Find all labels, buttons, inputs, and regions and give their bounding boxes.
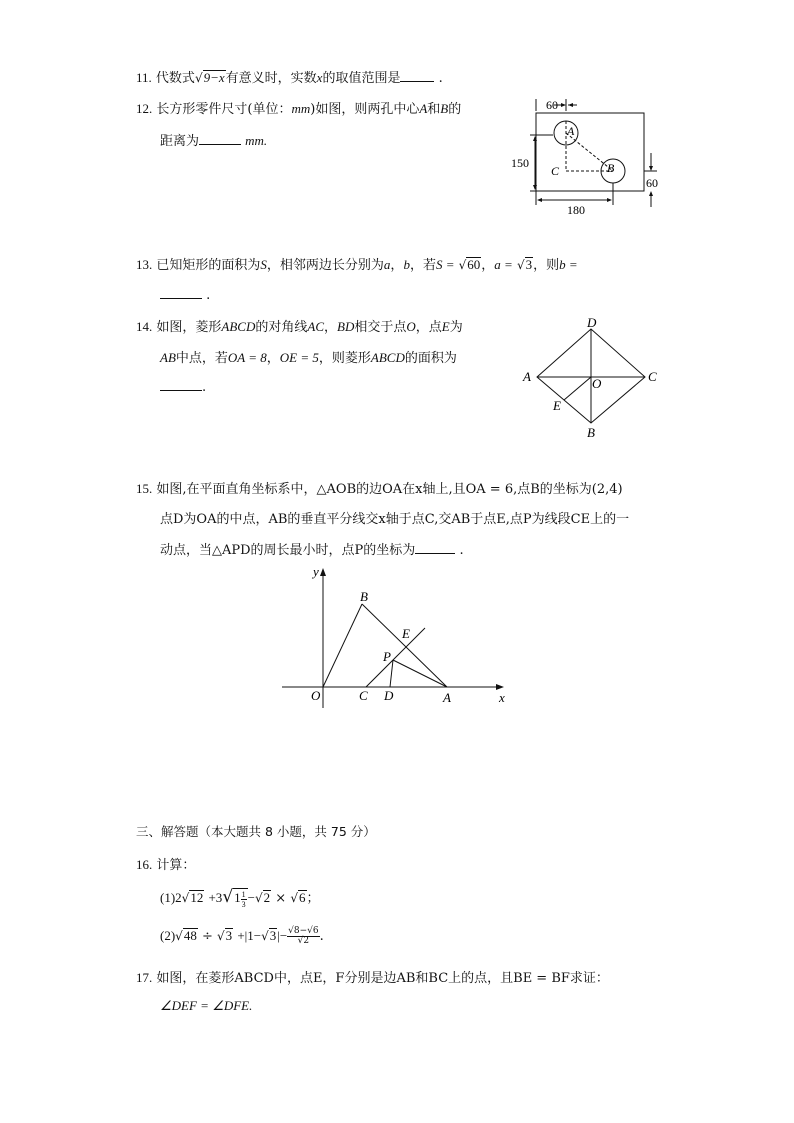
q11-end: . bbox=[438, 71, 443, 86]
q17-text: ∠DEF = ∠DFE. bbox=[160, 998, 253, 1013]
axis-y-label: y bbox=[313, 564, 319, 579]
q14-var: E bbox=[441, 319, 450, 334]
question-14-line2: AB中点，若OA = 8，OE = 5，则菱形ABCD的面积为 bbox=[160, 350, 457, 366]
q11-suffix2: 的取值范围是 bbox=[322, 71, 401, 86]
sqrt-sign: √ bbox=[290, 891, 298, 905]
label-e: E bbox=[402, 626, 410, 641]
question-15-line2 bbox=[160, 508, 629, 527]
fraction-denominator: 3 bbox=[241, 899, 246, 909]
label-a: A bbox=[523, 369, 531, 384]
q12-text: )如图，则两孔中心 bbox=[310, 102, 420, 117]
point-a-label: A bbox=[567, 124, 575, 138]
q14-text: 如图，菱形 bbox=[156, 320, 222, 335]
radicand: 12 bbox=[190, 890, 204, 905]
q12-text: 长方形零件尺寸(单位： bbox=[156, 102, 292, 117]
sqrt-sign: √ bbox=[222, 887, 234, 907]
sqrt-sign: √ bbox=[175, 929, 183, 943]
q13-text: 已知矩形的面积为 bbox=[156, 258, 261, 273]
q14-var: ABCD bbox=[221, 319, 256, 334]
question-17-line1 bbox=[136, 967, 609, 986]
radicand: 3 bbox=[225, 928, 233, 943]
dim-150: 150 bbox=[511, 156, 529, 170]
question-12-line1 bbox=[136, 98, 461, 117]
sqrt-sign: √ bbox=[458, 258, 467, 272]
q14-text: 的对角线 bbox=[255, 320, 308, 335]
axis-x-label: x bbox=[499, 690, 505, 705]
fraction-numerator: 1 bbox=[241, 889, 246, 899]
question-number: 12. bbox=[136, 101, 153, 116]
q13-var: b bbox=[403, 257, 410, 272]
sqrt-sign: √ bbox=[516, 258, 525, 272]
q13-eq: a = bbox=[494, 257, 513, 272]
operator: × bbox=[275, 891, 287, 906]
end-punct: . bbox=[319, 929, 324, 944]
q14-eq: OE = 5 bbox=[279, 350, 319, 365]
sqrt-sign: √ bbox=[181, 891, 190, 905]
sqrt-sign: √ bbox=[194, 71, 203, 85]
label-d: D bbox=[384, 688, 394, 703]
q12-unit: mm. bbox=[245, 133, 268, 148]
part-label: (2) bbox=[160, 928, 176, 943]
q17-text: 如图，在菱形ABCD中，点E，F分别是边AB和BC上的点，且BE = BF求证： bbox=[156, 971, 609, 986]
operator: − bbox=[247, 890, 255, 905]
label-c: C bbox=[648, 369, 657, 384]
q13-text: ，则 bbox=[533, 258, 560, 273]
question-number: 16. bbox=[136, 857, 153, 872]
answer-blank bbox=[400, 69, 434, 82]
question-number: 11. bbox=[136, 70, 152, 85]
q16-part-1 bbox=[160, 887, 320, 909]
q14-text: 中点，若 bbox=[175, 351, 228, 366]
q13-radicand: 3 bbox=[525, 257, 533, 272]
q13-eq: S = bbox=[435, 257, 455, 272]
q14-figure bbox=[515, 315, 670, 440]
radicand: 48 bbox=[183, 928, 197, 943]
q15-text: 如图,在平面直角坐标系中，△AOB的边OA在x轴上,且OA = 6,点B的坐标为(2,4) bbox=[156, 482, 623, 497]
question-number: 14. bbox=[136, 319, 153, 334]
q12-point-a: A bbox=[419, 101, 428, 116]
q11-prefix: 代数式 bbox=[155, 71, 195, 86]
q13-text: ，相邻两边长分别为 bbox=[266, 258, 384, 273]
label-e: E bbox=[553, 398, 561, 413]
q14-text: ，则菱形 bbox=[318, 351, 371, 366]
question-13-line2 bbox=[160, 286, 210, 303]
coef: +3 bbox=[208, 890, 223, 905]
question-17-line2 bbox=[160, 998, 252, 1014]
q13-eq: b = bbox=[559, 257, 578, 272]
question-15-line1 bbox=[136, 478, 623, 497]
label-d: D bbox=[587, 315, 597, 330]
label-p: P bbox=[383, 649, 391, 664]
q12-point-b: B bbox=[440, 101, 449, 116]
mixed-whole: 1 bbox=[234, 890, 241, 905]
q16-title: 计算： bbox=[156, 858, 196, 873]
mixed-fraction bbox=[241, 890, 247, 909]
q14-text: 的面积为 bbox=[404, 351, 457, 366]
q16-part-2 bbox=[160, 926, 324, 947]
dim-60-top: 60 bbox=[546, 98, 558, 112]
sqrt-sign: √ bbox=[261, 929, 269, 943]
question-number: 13. bbox=[136, 257, 153, 272]
sqrt-sign: √ bbox=[255, 891, 263, 905]
question-16-title bbox=[136, 854, 195, 873]
q13-var: a bbox=[383, 257, 391, 272]
label-b: B bbox=[587, 425, 595, 440]
q13-text: ， bbox=[481, 258, 495, 273]
section-title: 三、解答题（本大题共 8 小题，共 75 分） bbox=[136, 824, 376, 839]
question-14-line1: 14. 如图，菱形ABCD的对角线AC，BD相交于点O，点E为 bbox=[136, 319, 463, 335]
q14-text: 为 bbox=[449, 320, 463, 335]
abs-open: +|1− bbox=[237, 928, 262, 943]
question-13-line1 bbox=[136, 254, 578, 273]
q16-fraction bbox=[287, 927, 319, 946]
q11-suffix: 有意义时，实数 bbox=[225, 71, 317, 86]
question-15-line3 bbox=[160, 539, 464, 558]
label-o: O bbox=[311, 688, 321, 703]
radicand-mixed bbox=[233, 888, 248, 909]
q15-text: 点D为OA的中点，AB的垂直平分线交x轴于点C,交AB于点E,点P为线段CE上的一 bbox=[160, 512, 630, 527]
question-number: 17. bbox=[136, 970, 153, 985]
fraction-denominator: √2 bbox=[297, 936, 310, 946]
question-14-line3 bbox=[160, 378, 206, 395]
abs-close: |− bbox=[277, 928, 288, 943]
label-b: B bbox=[360, 589, 368, 604]
q14-var: AC bbox=[307, 319, 324, 334]
answer-blank bbox=[160, 378, 202, 391]
point-c-label: C bbox=[551, 164, 560, 178]
q13-var: S bbox=[260, 257, 267, 272]
q14-eq: OA = 8 bbox=[227, 350, 267, 365]
q14-var: BD bbox=[337, 319, 355, 334]
q13-text: ，若 bbox=[409, 258, 436, 273]
q12-text: 的 bbox=[448, 102, 462, 117]
radicand: 6 bbox=[299, 890, 306, 905]
q12-figure bbox=[505, 95, 670, 220]
q11-var: x bbox=[316, 70, 323, 85]
q12-text: 距离为 bbox=[160, 134, 200, 149]
q11-radicand: 9−x bbox=[203, 70, 225, 85]
label-c: C bbox=[359, 688, 368, 703]
q15-end: . bbox=[459, 543, 464, 558]
q13-radicand: 60 bbox=[467, 257, 481, 272]
q13-text: ， bbox=[390, 258, 404, 273]
q12-text: 和 bbox=[427, 102, 441, 117]
operator: ÷ bbox=[201, 929, 213, 944]
part-label: (1) bbox=[160, 890, 176, 905]
q14-end: . bbox=[202, 380, 207, 395]
q13-end: . bbox=[206, 288, 211, 303]
q14-var: ABCD bbox=[370, 350, 405, 365]
question-12-line2 bbox=[160, 130, 267, 149]
dim-180: 180 bbox=[567, 203, 585, 217]
label-o: O bbox=[592, 376, 602, 391]
label-a: A bbox=[443, 690, 451, 705]
point-b-label: B bbox=[607, 161, 615, 175]
answer-blank bbox=[199, 132, 241, 145]
answer-blank bbox=[160, 286, 202, 299]
radicand: 3 bbox=[269, 928, 277, 943]
q14-var: O bbox=[406, 319, 416, 334]
question-number: 15. bbox=[136, 481, 153, 496]
dim-60-right: 60 bbox=[646, 176, 658, 190]
question-11 bbox=[136, 67, 443, 86]
coef: 2 bbox=[175, 890, 182, 905]
fraction-numerator: √8−√6 bbox=[288, 926, 319, 936]
q14-text: ，点 bbox=[415, 320, 442, 335]
answer-blank bbox=[415, 541, 455, 554]
q14-text: 相交于点 bbox=[354, 320, 407, 335]
sqrt-sign: √ bbox=[217, 929, 225, 943]
q14-var: AB bbox=[160, 350, 176, 365]
q15-text: 动点，当△APD的周长最小时，点P的坐标为 bbox=[160, 543, 416, 558]
q15-figure bbox=[280, 560, 515, 710]
radicand: 2 bbox=[263, 890, 271, 905]
end-punct: ； bbox=[306, 891, 320, 906]
q12-unit: mm bbox=[291, 101, 311, 116]
